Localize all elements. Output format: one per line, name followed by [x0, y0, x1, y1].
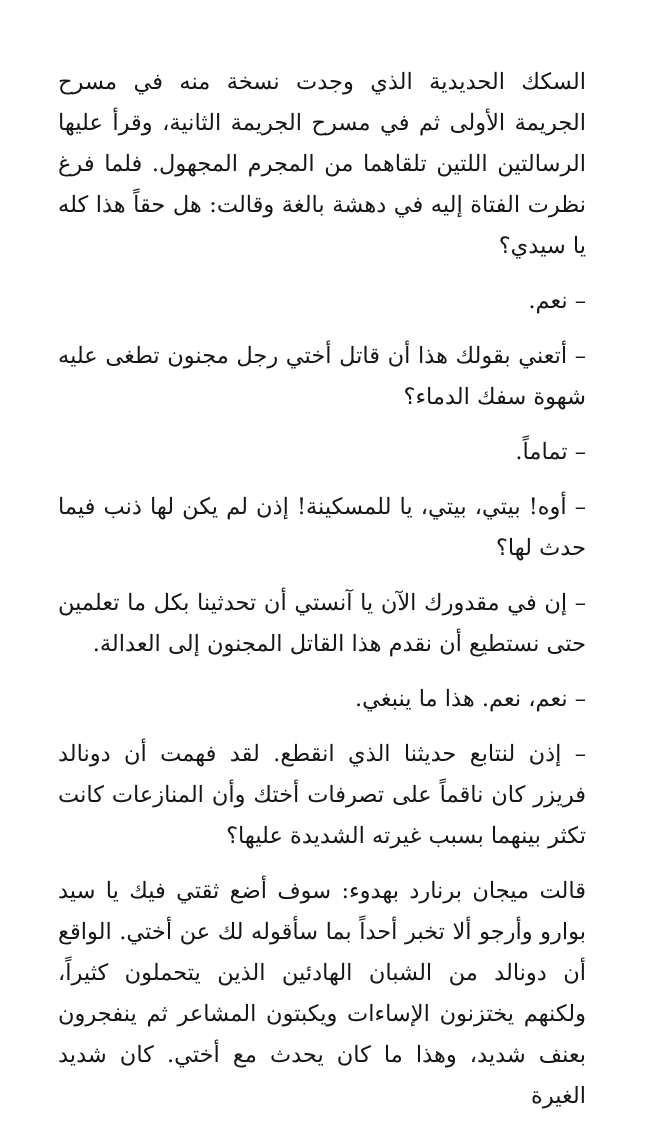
paragraph-dialogue-mad-killer: – أتعني بقولك هذا أن قاتل أختي رجل مجنون تطغى عليه شهوة سفك الدماء؟	[58, 343, 586, 410]
paragraph-dialogue-tell-us: – إن في مقدورك الآن يا آنستي أن تحدثينا بكل ما تعلمين حتى نستطيع أن نقدم هذا القاتل المجنون إلى العدالة.	[58, 590, 586, 657]
paragraph-dialogue-donald: – إذن لنتابع حديثنا الذي انقطع. لقد فهمت أن دونالد فريزر كان ناقماً على تصرفات أختك وأن المنازعات كانت تكثر بينهما بسبب غيرته الشديدة عليها؟	[58, 741, 586, 849]
book-page-text	[58, 62, 586, 1131]
paragraph-narration-1: السكك الحديدية الذي وجدت نسخة منه في مسرح الجريمة الأولى ثم في مسرح الجريمة الثانية، وقرأ عليها الرسالتين اللتين تلقاهما من المجرم المجهول. فلما فرغ نظرت الفتاة إليه في دهشة بالغة وقالت: هل حقاً هذا كله يا سيدي؟	[58, 69, 586, 259]
paragraph-dialogue-exactly: – تماماً.	[515, 439, 586, 465]
paragraph-dialogue-betty: – أوه! بيتي، بيتي، يا للمسكينة! إذن لم يكن لها ذنب فيما حدث لها؟	[58, 494, 586, 561]
paragraph-dialogue-yes: – نعم.	[528, 288, 586, 314]
paragraph-dialogue-yes-yes: – نعم، نعم. هذا ما ينبغي.	[354, 686, 586, 712]
paragraph-narration-megan: قالت ميجان برنارد بهدوء: سوف أضع ثقتي فيك يا سيد بوارو وأرجو ألا تخبر أحداً بما سأقوله لك عن أختي. الواقع أن دونالد من الشبان الهادئين الذين يتحملون كثيراً، ولكنهم يختزنون الإساءات ويكبتون المشاعر ثم ينفجرون بعنف شديد، وهذا ما كان يحدث مع أختي. كان شديد الغيرة	[58, 878, 586, 1109]
